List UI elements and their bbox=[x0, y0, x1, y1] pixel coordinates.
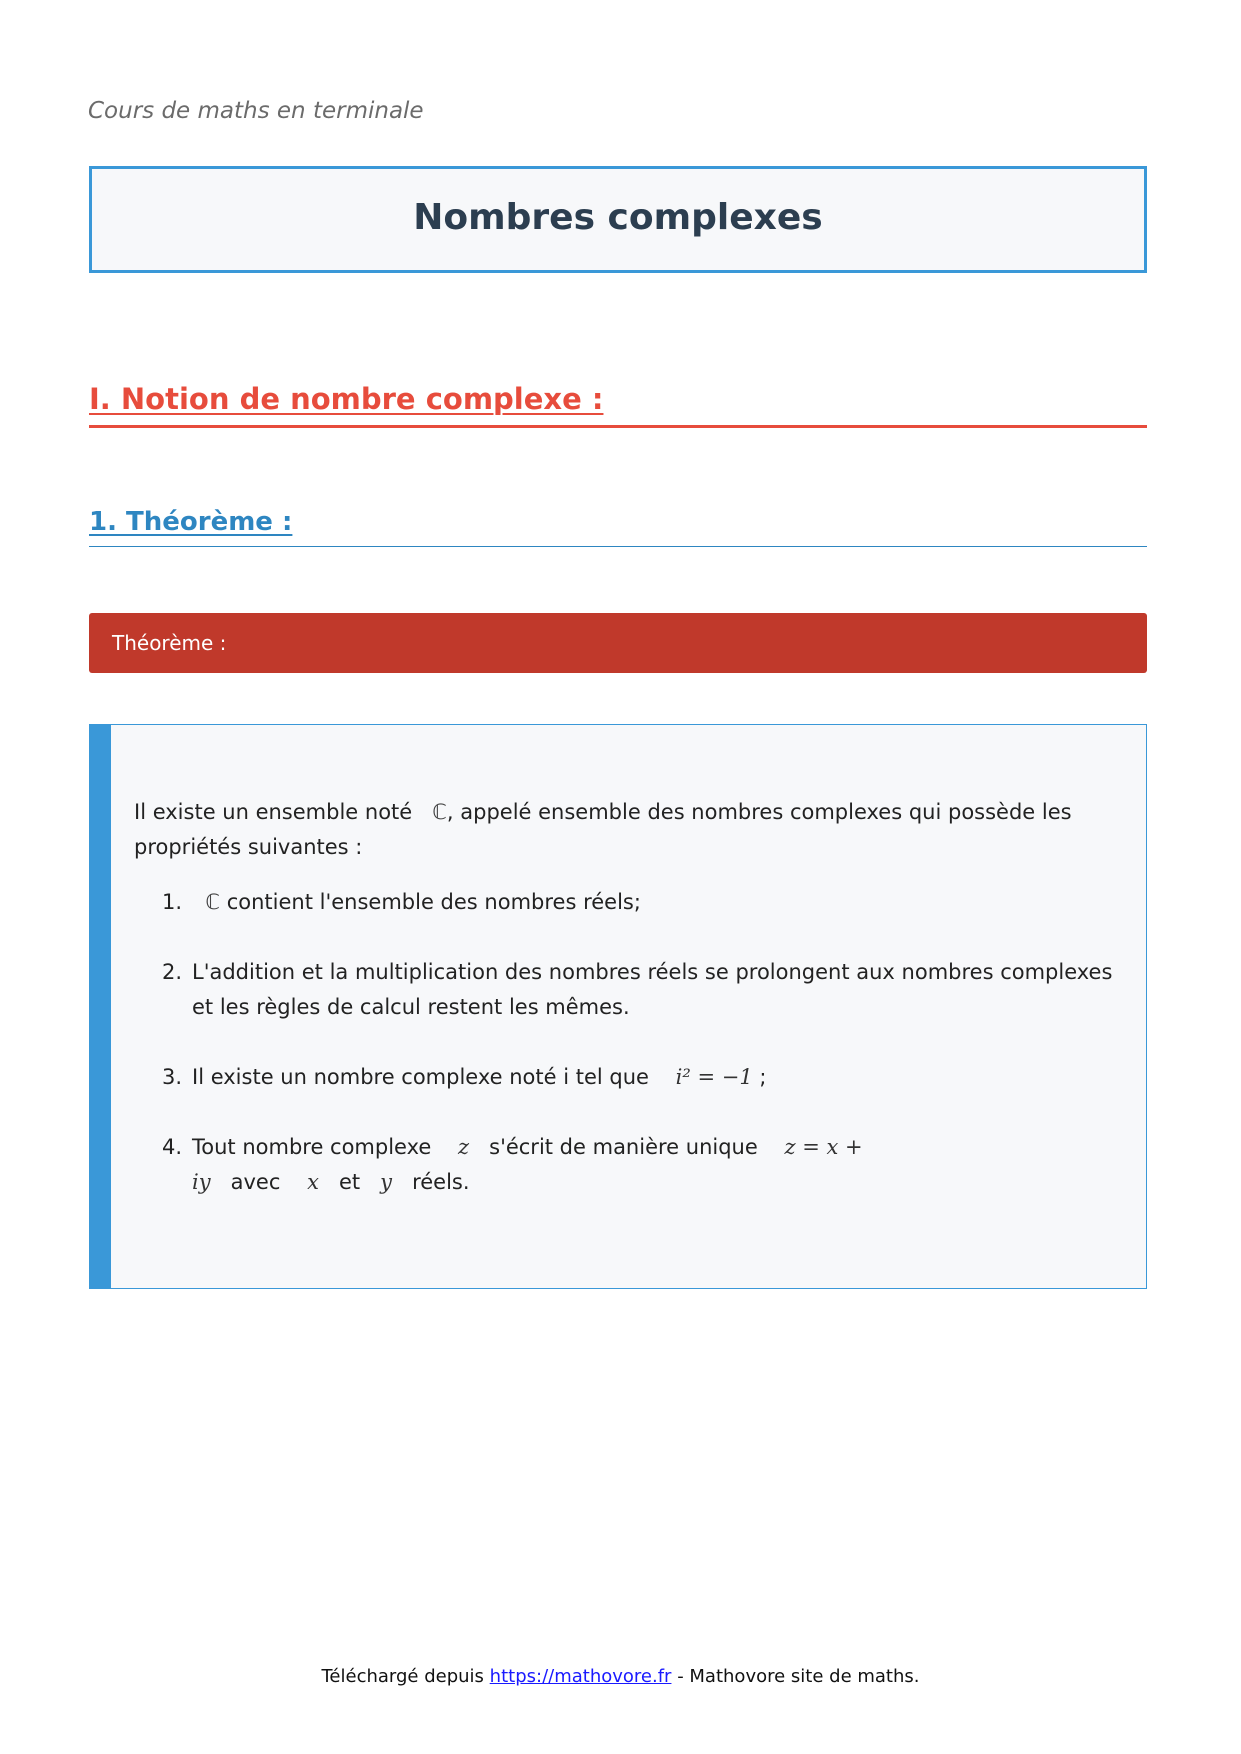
list-item-number: 2. bbox=[162, 960, 183, 984]
theorem-label-bar bbox=[89, 613, 1147, 673]
intro-before: Il existe un ensemble noté bbox=[134, 800, 413, 824]
math-x: x bbox=[307, 1170, 319, 1194]
math-equation: z = x + iy bbox=[192, 1135, 863, 1194]
list-item-text: Tout nombre complexe bbox=[192, 1135, 432, 1159]
course-header-note: Cours de maths en terminale bbox=[88, 98, 424, 124]
subsection-heading-text: 1. Théorème : bbox=[89, 507, 293, 537]
set-symbol-c: ℂ bbox=[205, 890, 221, 914]
page-title: Nombres complexes bbox=[413, 197, 823, 238]
math-z: z bbox=[458, 1135, 470, 1159]
intro-after: , appelé ensemble des nombres complexes qui possède les propriétés suivantes : bbox=[134, 800, 1072, 859]
footer-link[interactable]: https://mathovore.fr bbox=[489, 1666, 672, 1687]
footer-suffix: - Mathovore site de maths. bbox=[677, 1666, 920, 1687]
title-box bbox=[89, 166, 1147, 273]
list-item-text: L'addition et la multiplication des nombres réels se prolongent aux nombres complexes et les règles de calcul restent les mêmes. bbox=[192, 960, 1113, 1019]
list-item-number: 4. bbox=[162, 1135, 183, 1159]
math-i-squared: i² = −1 bbox=[675, 1065, 753, 1089]
theorem-intro bbox=[134, 795, 1134, 865]
list-item-number: 3. bbox=[162, 1065, 183, 1089]
list-item-text-after: ; bbox=[759, 1065, 767, 1089]
list-item-text-avec: avec bbox=[230, 1170, 281, 1194]
set-symbol-c: ℂ bbox=[432, 800, 447, 824]
list-item-number: 1. bbox=[162, 890, 183, 914]
theorem-box bbox=[89, 724, 1147, 1289]
section-heading bbox=[89, 382, 1147, 428]
subsection-heading bbox=[89, 507, 1147, 547]
math-y: y bbox=[380, 1170, 393, 1194]
section-heading-text: I. Notion de nombre complexe : bbox=[89, 382, 604, 416]
list-item-text-mid: s'écrit de manière unique bbox=[489, 1135, 758, 1159]
theorem-label: Théorème : bbox=[112, 631, 227, 655]
footer bbox=[0, 1666, 1241, 1687]
list-item-text-after: réels. bbox=[412, 1170, 470, 1194]
list-item-text: Il existe un nombre complexe noté i tel que bbox=[192, 1065, 649, 1089]
list-item-text-et: et bbox=[338, 1170, 361, 1194]
footer-prefix: Téléchargé depuis bbox=[321, 1666, 484, 1687]
list-item-text: contient l'ensemble des nombres réels; bbox=[226, 890, 641, 914]
